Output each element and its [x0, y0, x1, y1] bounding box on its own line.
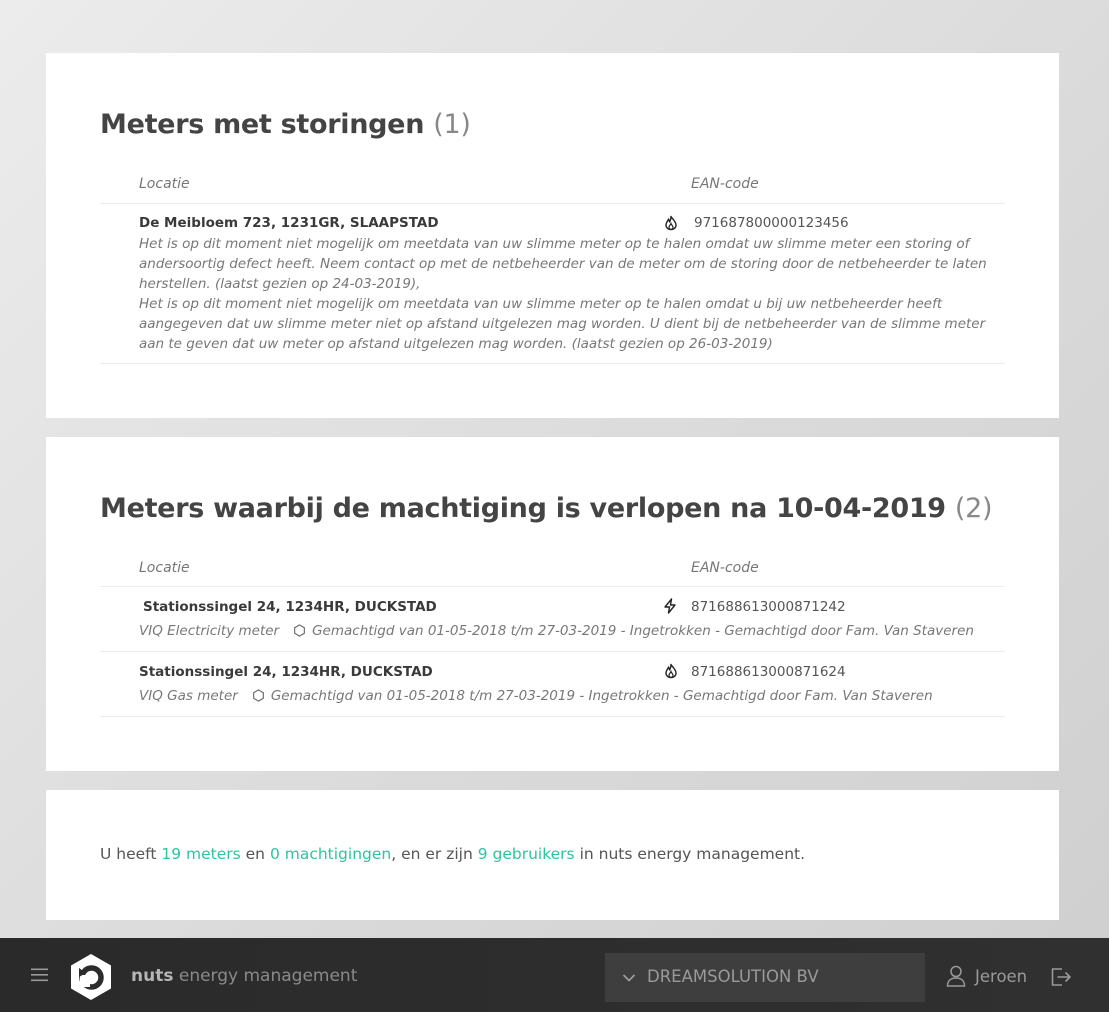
- fault-message: Het is op dit moment niet mogelijk om meetdata van uw slimme meter op te halen omdat uw slimme meter een storing of andersoortig defect heeft. Neem contact op met de netbeheerder van de meter om de storing door de netbeheerder te laten herstellen. (laatst gezien op 24-03-2019),: [139, 236, 987, 292]
- organization-select[interactable]: [605, 953, 925, 1002]
- hexagon-icon: [293, 624, 306, 637]
- summary-mid2: , en er zijn: [391, 845, 478, 863]
- faults-title-text: Meters met storingen: [100, 109, 425, 140]
- user-icon: [946, 965, 966, 987]
- hamburger-menu-icon[interactable]: [31, 968, 49, 982]
- summary-mid1: en: [240, 845, 270, 863]
- brand-rest: energy management: [173, 966, 358, 986]
- divider: [100, 586, 1005, 587]
- summary-suffix: in nuts energy management.: [574, 845, 806, 863]
- nuts-logo-icon[interactable]: [66, 952, 116, 1002]
- meter-details: [139, 688, 933, 704]
- meters-link[interactable]: 19 meters: [161, 845, 241, 863]
- meter-details: [139, 623, 974, 639]
- brand-bold: nuts: [131, 966, 174, 986]
- user-name: Jeroen: [975, 967, 1028, 986]
- faults-title: [100, 109, 471, 140]
- meter-ean: 971687800000123456: [694, 215, 849, 231]
- expired-title: [100, 493, 992, 524]
- divider: [100, 716, 1005, 717]
- summary-prefix: U heeft: [100, 845, 162, 863]
- meter-name: VIQ Gas meter: [139, 688, 238, 704]
- authorizations-link[interactable]: 0 machtigingen: [269, 845, 392, 863]
- expired-card: [46, 437, 1059, 771]
- divider: [100, 203, 1005, 204]
- meter-location: Stationssingel 24, 1234HR, DUCKSTAD: [143, 599, 437, 615]
- meter-name: VIQ Electricity meter: [139, 623, 280, 639]
- authorization-text: Gemachtigd van 01-05-2018 t/m 27-03-2019 - Ingetrokken - Gemachtigd door Fam. Van Staveren: [312, 623, 974, 639]
- divider: [100, 651, 1005, 652]
- lightning-icon: [662, 598, 678, 614]
- bottom-bar: [0, 938, 1109, 1012]
- organization-label: DREAMSOLUTION BV: [647, 967, 819, 986]
- column-header-ean: EAN-code: [691, 560, 759, 576]
- column-header-ean: EAN-code: [691, 176, 759, 192]
- summary-text: [100, 845, 805, 863]
- column-header-location: Locatie: [139, 560, 190, 576]
- fault-message: Het is op dit moment niet mogelijk om meetdata van uw slimme meter op te halen omdat u bij uw netbeheerder heeft aangegeven dat uw slimme meter niet op afstand uitgelezen mag worden. U dient bij de netbeheerder van de slimme meter aan te geven dat uw meter op afstand uitgelezen mag worden. (laatst gezien op 26-03-2019): [139, 296, 986, 352]
- meter-ean: 871688613000871624: [691, 664, 846, 680]
- hexagon-icon: [252, 689, 265, 702]
- expired-count: (2): [954, 493, 993, 524]
- chevron-down-icon: [622, 971, 636, 985]
- users-link[interactable]: 9 gebruikers: [477, 845, 575, 863]
- column-header-location: Locatie: [139, 176, 190, 192]
- meter-location: De Meibloem 723, 1231GR, SLAAPSTAD: [139, 215, 439, 231]
- meter-location: Stationssingel 24, 1234HR, DUCKSTAD: [139, 664, 433, 680]
- meter-ean: 871688613000871242: [691, 599, 846, 615]
- summary-card: [46, 790, 1059, 920]
- authorization-text: Gemachtigd van 01-05-2018 t/m 27-03-2019 - Ingetrokken - Gemachtigd door Fam. Van Staveren: [270, 688, 933, 704]
- brand-name: [131, 966, 357, 986]
- divider: [100, 363, 1005, 364]
- expired-title-text: Meters waarbij de machtiging is verlopen na 10-04-2019: [100, 493, 946, 524]
- faults-count: (1): [433, 109, 471, 140]
- faults-card: [46, 53, 1059, 418]
- logout-icon[interactable]: [1050, 967, 1072, 987]
- flame-icon: [663, 215, 679, 231]
- flame-icon: [663, 663, 679, 679]
